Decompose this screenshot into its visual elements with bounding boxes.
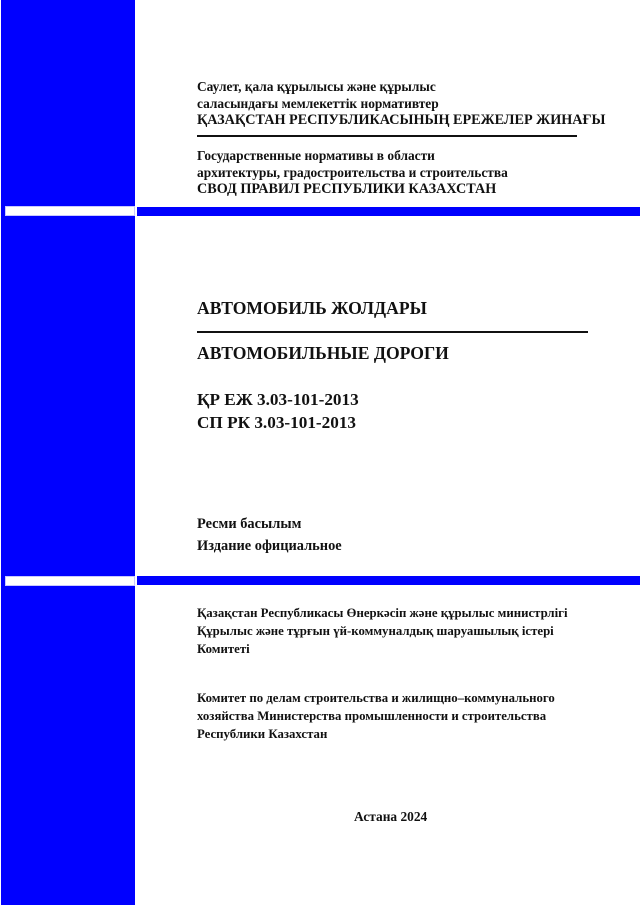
horizontal-blue-stripe-bottom [137,576,640,585]
title-kz: АВТОМОБИЛЬ ЖОЛДАРЫ [197,298,427,318]
header-ru-line2: архитектуры, градостроительства и строительства [197,165,508,180]
place-year: Астана 2024 [354,809,428,825]
publisher-kz-line3: Комитеті [197,642,250,656]
publisher-ru-line2: хозяйства Министерства промышленности и строительства [197,709,547,723]
header-ru-line3: СВОД ПРАВИЛ РЕСПУБЛИКИ КАЗАХСТАН [197,181,497,197]
edition-kz: Ресми басылым [197,516,302,532]
edition-ru: Издание официальное [197,538,342,554]
publisher-ru-line1: Комитет по делам строительства и жилищно–коммунального [197,691,555,705]
header-divider [197,135,577,137]
sidebar-white-stripe-bottom [6,577,134,585]
code-ru: СП РК 3.03-101-2013 [197,413,357,432]
header-ru-line1: Государственные нормативы в области [197,148,435,163]
header-kz-line3: ҚАЗАҚСТАН РЕСПУБЛИКАСЫНЫҢ ЕРЕЖЕЛЕР ЖИНАҒЫ [197,112,606,128]
code-kz: ҚР ЕЖ 3.03-101-2013 [197,390,359,409]
title-divider [197,331,588,333]
header-kz-line2: саласындағы мемлекеттік нормативтер [197,96,439,111]
header-kz-line1: Саулет, қала құрылысы және құрылыс [197,79,436,94]
publisher-kz-line2: Құрылыс және тұрғын үй-коммуналдық шаруашылық істері [197,624,554,638]
publisher-kz-line1: Қазақстан Республикасы Өнеркәсіп және құрылыс министрлігі [197,606,568,620]
title-ru: АВТОМОБИЛЬНЫЕ ДОРОГИ [197,343,449,363]
sidebar-white-stripe-top [6,207,134,215]
publisher-ru-line3: Республики Казахстан [197,727,328,741]
horizontal-blue-stripe-top [137,207,640,216]
blue-sidebar [1,0,135,905]
